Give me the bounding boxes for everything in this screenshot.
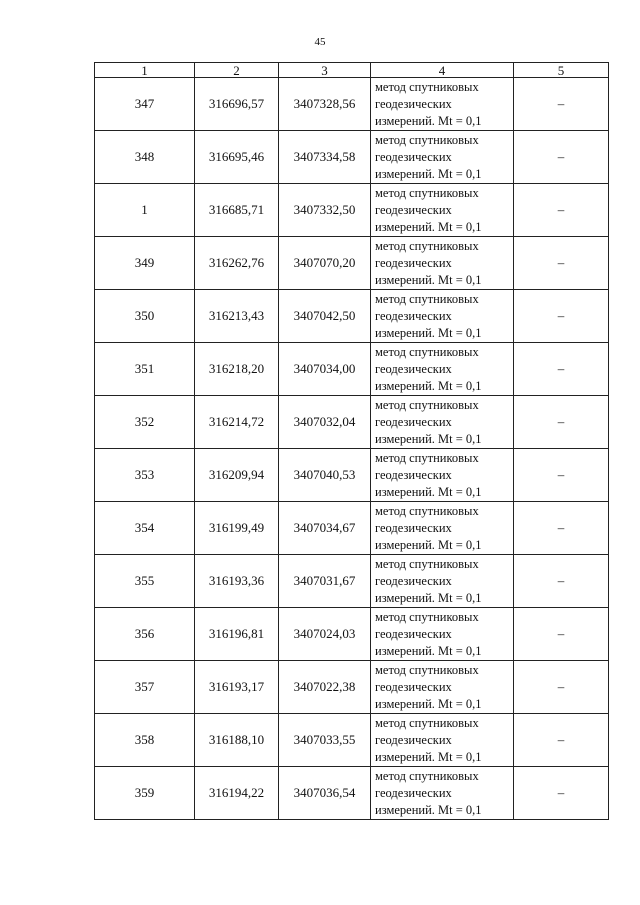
note-cell: – [514,290,609,343]
note-cell: – [514,396,609,449]
method-cell [371,449,514,502]
method-line: метод спутниковых [375,662,479,677]
method-line: измерений. Mt = 0,1 [375,749,482,764]
method-line: измерений. Mt = 0,1 [375,802,482,817]
method-line: геодезических [375,573,452,588]
point-number-cell: 353 [95,449,195,502]
method-line: измерений. Mt = 0,1 [375,643,482,658]
y-coordinate-cell: 3407034,00 [279,343,371,396]
note-cell: – [514,608,609,661]
method-line: метод спутниковых [375,238,479,253]
method-line: метод спутниковых [375,397,479,412]
method-cell [371,237,514,290]
point-number-cell: 356 [95,608,195,661]
table-row [95,290,609,343]
y-coordinate-cell: 3407032,04 [279,396,371,449]
method-cell [371,290,514,343]
note-cell: – [514,78,609,131]
column-header-2: 2 [195,63,279,78]
table-row [95,555,609,608]
x-coordinate-cell: 316213,43 [195,290,279,343]
x-coordinate-cell: 316188,10 [195,714,279,767]
table-row [95,343,609,396]
table-row [95,714,609,767]
point-number-cell: 354 [95,502,195,555]
column-header-4: 4 [371,63,514,78]
x-coordinate-cell: 316218,20 [195,343,279,396]
y-coordinate-cell: 3407334,58 [279,131,371,184]
method-line: измерений. Mt = 0,1 [375,219,482,234]
method-line: метод спутниковых [375,503,479,518]
table-row [95,237,609,290]
method-line: метод спутниковых [375,185,479,200]
point-number-cell: 348 [95,131,195,184]
x-coordinate-cell: 316199,49 [195,502,279,555]
x-coordinate-cell: 316695,46 [195,131,279,184]
x-coordinate-cell: 316209,94 [195,449,279,502]
note-cell: – [514,237,609,290]
x-coordinate-cell: 316193,17 [195,661,279,714]
point-number-cell: 351 [95,343,195,396]
y-coordinate-cell: 3407328,56 [279,78,371,131]
method-line: геодезических [375,414,452,429]
method-line: измерений. Mt = 0,1 [375,484,482,499]
method-line: геодезических [375,732,452,747]
method-cell [371,184,514,237]
table-row [95,131,609,184]
y-coordinate-cell: 3407031,67 [279,555,371,608]
method-cell [371,714,514,767]
x-coordinate-cell: 316193,36 [195,555,279,608]
point-number-cell: 350 [95,290,195,343]
method-line: измерений. Mt = 0,1 [375,696,482,711]
note-cell: – [514,343,609,396]
method-line: геодезических [375,96,452,111]
table-row [95,661,609,714]
page-number: 45 [314,36,326,48]
method-line: геодезических [375,202,452,217]
point-number-cell: 358 [95,714,195,767]
method-line: геодезических [375,520,452,535]
point-number-cell: 349 [95,237,195,290]
column-header-3: 3 [279,63,371,78]
method-line: метод спутниковых [375,768,479,783]
method-cell [371,767,514,820]
method-line: геодезических [375,308,452,323]
method-cell [371,555,514,608]
method-line: измерений. Mt = 0,1 [375,378,482,393]
coordinates-table [94,62,609,820]
method-line: геодезических [375,255,452,270]
table-row [95,608,609,661]
y-coordinate-cell: 3407022,38 [279,661,371,714]
table-header-row [95,63,609,78]
table-row [95,78,609,131]
table-row [95,767,609,820]
x-coordinate-cell: 316262,76 [195,237,279,290]
method-line: измерений. Mt = 0,1 [375,113,482,128]
y-coordinate-cell: 3407040,53 [279,449,371,502]
y-coordinate-cell: 3407332,50 [279,184,371,237]
method-cell [371,343,514,396]
y-coordinate-cell: 3407024,03 [279,608,371,661]
method-line: метод спутниковых [375,79,479,94]
method-line: метод спутниковых [375,132,479,147]
point-number-cell: 347 [95,78,195,131]
method-line: измерений. Mt = 0,1 [375,166,482,181]
x-coordinate-cell: 316196,81 [195,608,279,661]
method-cell [371,396,514,449]
method-line: геодезических [375,361,452,376]
column-header-5: 5 [514,63,609,78]
x-coordinate-cell: 316194,22 [195,767,279,820]
method-line: геодезических [375,785,452,800]
note-cell: – [514,449,609,502]
column-header-1: 1 [95,63,195,78]
method-line: измерений. Mt = 0,1 [375,537,482,552]
y-coordinate-cell: 3407070,20 [279,237,371,290]
method-line: измерений. Mt = 0,1 [375,272,482,287]
note-cell: – [514,555,609,608]
method-line: геодезических [375,626,452,641]
method-cell [371,661,514,714]
method-cell [371,78,514,131]
point-number-cell: 1 [95,184,195,237]
table-row [95,502,609,555]
method-line: метод спутниковых [375,715,479,730]
method-line: измерений. Mt = 0,1 [375,431,482,446]
note-cell: – [514,184,609,237]
method-cell [371,608,514,661]
point-number-cell: 359 [95,767,195,820]
method-line: метод спутниковых [375,609,479,624]
method-line: геодезических [375,149,452,164]
y-coordinate-cell: 3407034,67 [279,502,371,555]
note-cell: – [514,661,609,714]
y-coordinate-cell: 3407033,55 [279,714,371,767]
note-cell: – [514,714,609,767]
x-coordinate-cell: 316214,72 [195,396,279,449]
method-line: геодезических [375,467,452,482]
method-line: геодезических [375,679,452,694]
method-line: метод спутниковых [375,291,479,306]
table-row [95,449,609,502]
method-cell [371,131,514,184]
method-line: метод спутниковых [375,450,479,465]
x-coordinate-cell: 316685,71 [195,184,279,237]
note-cell: – [514,502,609,555]
point-number-cell: 352 [95,396,195,449]
point-number-cell: 355 [95,555,195,608]
method-line: метод спутниковых [375,556,479,571]
table-body [95,78,609,820]
y-coordinate-cell: 3407042,50 [279,290,371,343]
method-line: измерений. Mt = 0,1 [375,325,482,340]
method-line: измерений. Mt = 0,1 [375,590,482,605]
note-cell: – [514,767,609,820]
method-line: метод спутниковых [375,344,479,359]
point-number-cell: 357 [95,661,195,714]
table-row [95,184,609,237]
method-cell [371,502,514,555]
note-cell: – [514,131,609,184]
table-row [95,396,609,449]
y-coordinate-cell: 3407036,54 [279,767,371,820]
x-coordinate-cell: 316696,57 [195,78,279,131]
